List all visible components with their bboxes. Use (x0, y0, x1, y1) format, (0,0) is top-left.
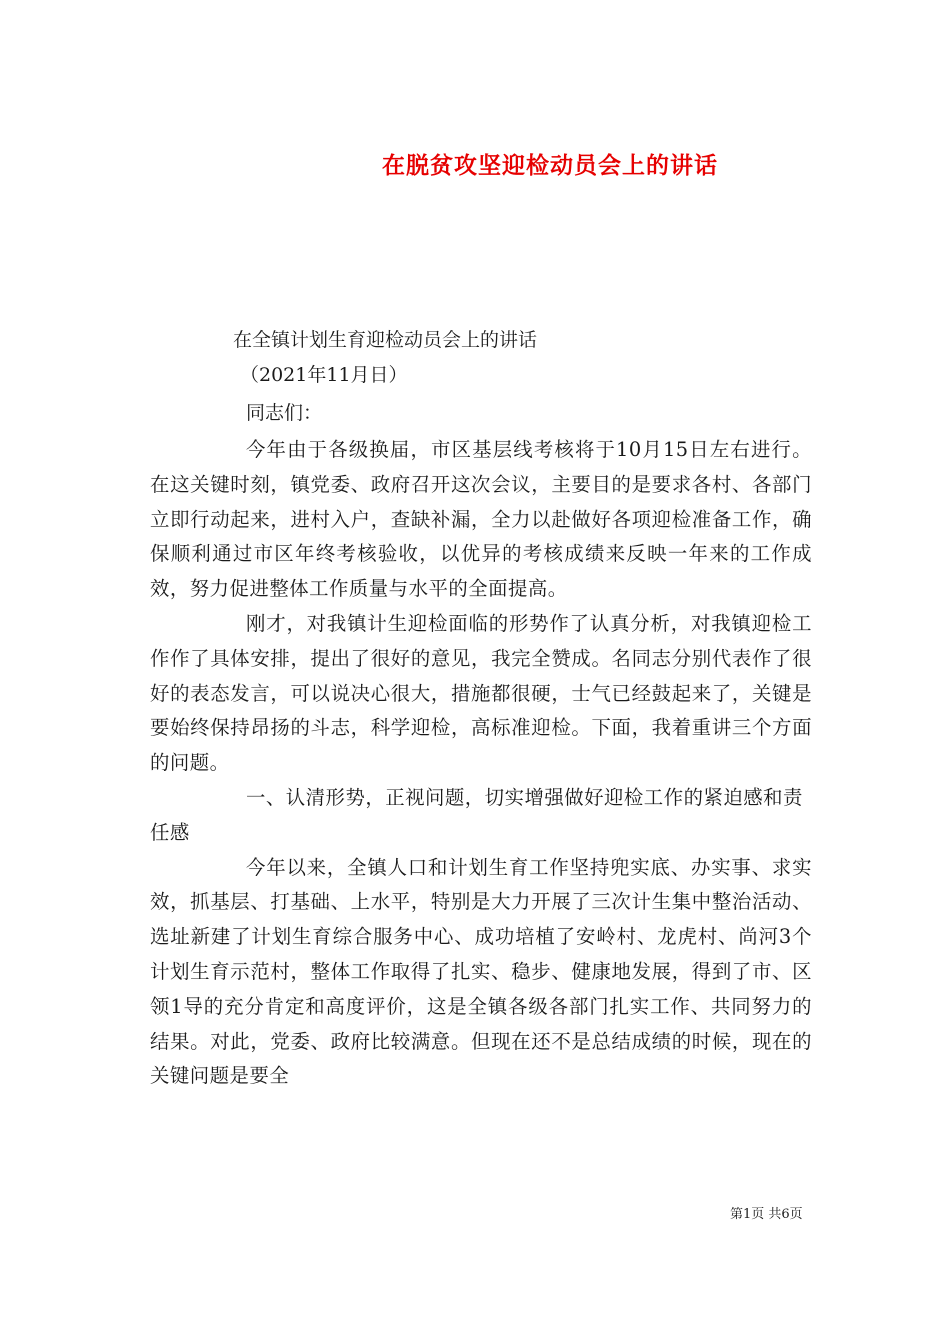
body-paragraph: 今年由于各级换届，市区基层线考核将于10月15日左右进行。在这关键时刻，镇党委、政府召开这次会议，主要目的是要求各村、各部门立即行动起来，进村入户，查缺补漏，全力以赴做好各项迎检准备工作，确保顺利通过市区年终考核验收，以优异的考核成绩来反映一年来的工作成效，努力促进整体工作质量与水平的全面提高。 (150, 438, 812, 601)
document-body (150, 433, 812, 1094)
section-paragraph: 今年以来，全镇人口和计划生育工作坚持兜实底、办实事、求实效，抓基层、打基础、上水平，特别是大力开展了三次计生集中整治活动、选址新建了计划生育综合服务中心、成功培植了安岭村、龙虎村、尚河3个计划生育示范村，整体工作取得了扎实、稳步、健康地发展，得到了市、区领1导的充分肯定和高度评价，这是全镇各级各部门扎实工作、共同努力的结果。对此，党委、政府比较满意。但现在还不是总结成绩的时候，现在的关键问题是要全 (150, 855, 812, 1088)
speech-title: 在全镇计划生育迎检动员会上的讲话 (233, 329, 538, 351)
salutation: 同志们： (246, 402, 323, 424)
speech-date: （2021年11月日） (240, 364, 408, 386)
page-indicator: 第1页 共6页 (730, 1207, 803, 1222)
document-title: 在脱贫攻坚迎检动员会上的讲话 (382, 152, 718, 180)
section-heading: 一、认清形势，正视问题，切实增强做好迎检工作的紧迫感和责任感 (150, 785, 803, 844)
body-paragraph: 刚才，对我镇计生迎检面临的形势作了认真分析，对我镇迎检工作作了具体安排，提出了很好的意见，我完全赞成。名同志分别代表作了很好的表态发言，可以说决心很大，措施都很硬，士气已经鼓起来了，关键是要始终保持昂扬的斗志，科学迎检，高标准迎检。下面，我着重讲三个方面的问题。 (150, 611, 812, 775)
